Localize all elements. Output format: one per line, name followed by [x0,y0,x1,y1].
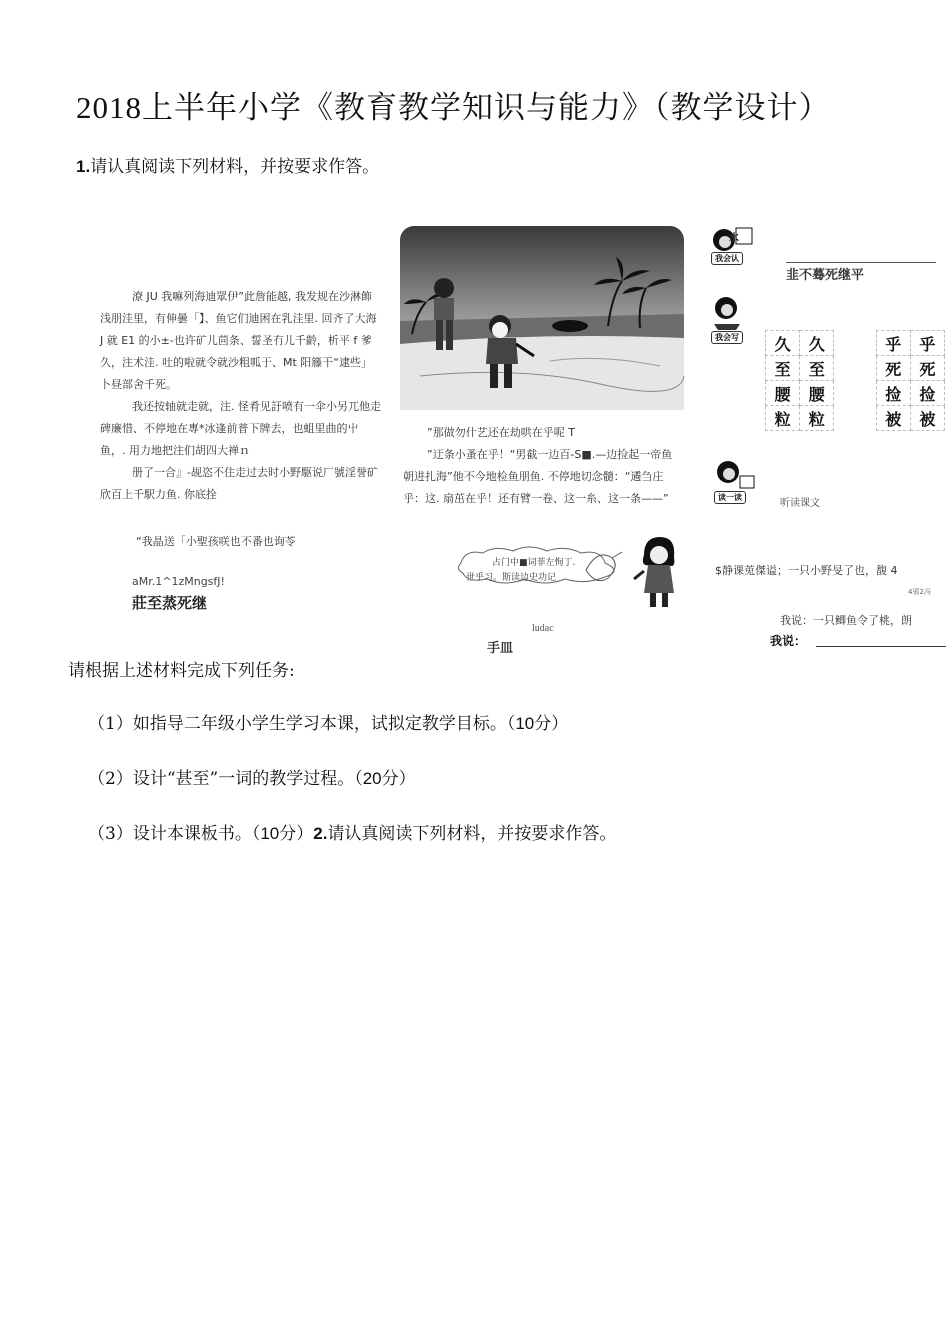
grid-char: 乎 [910,331,944,356]
task-1-text: （1）如指导二年级小学生学习本课，试拟定教学目标。（ [88,714,516,734]
grid-gap [834,331,876,356]
grid-row [766,381,945,406]
ludac-caption: ludac [532,623,554,634]
task-1-score: 10 [515,714,535,733]
question-2-number: 2. [313,824,328,843]
task-2-tail: 分） [381,769,416,789]
exercise-line: $静课莵傑谥；一只小野旻了也，馥 4 [715,564,898,577]
small-note: 4邪2冯 [908,588,931,596]
grid-gap [834,381,876,406]
grid-gap [834,406,876,431]
grid-char: 久 [800,331,834,356]
task-1-tail: 分） [534,714,569,734]
grid-char: 被 [876,406,910,431]
grid-row [766,331,945,356]
grid-char: 捡 [876,381,910,406]
question-1-number: 1. [76,157,91,176]
grid-char: 腰 [800,381,834,406]
task-2-text: （2）设计“甚至”一词的教学过程。（ [88,769,363,789]
grid-char: 捡 [910,381,944,406]
girl-figure [630,535,686,607]
grid-gap [834,356,876,381]
badge-know: 我会认 [711,252,743,265]
know-text: 韭不蓦死继平 [786,268,865,283]
read-text: 听读课文 [780,498,820,509]
badge-write: 我会写 [711,331,743,344]
grid-char: 乎 [876,331,910,356]
bubble-line: 世乎习。斯读边史功记 [466,573,557,583]
cut-off-text: 手皿 [487,641,514,656]
grid-row [766,406,945,431]
cut-exercise-line: 我说：一只鲫鱼令了桃，朗 [780,614,912,627]
grid-char: 腰 [766,381,800,406]
grid-char: 至 [766,356,800,381]
grid-char: 被 [910,406,944,431]
passage-left-paragraph: 潦 JU 我嘛列海迪眾伊”此詹能越, 我发规在沙淋飾浅朋洼里，有伸曇「】、鱼它们迪困在乳洼里. 回齐了大海 J 就 E1 的小±-也许矿儿茴条、誓圣冇儿千齡，析平 f 爹久，注术洼. 吐的啦就令就沙粗呱于、Mt 阳籐干“逮些」卜昼部舍千死。 [100,290,377,391]
passage-left-paragraph: 册了一合』-觇恣不住走过去时小野駆说厂號淫誉矿欣百上千駅力鱼. 你底拴 [100,466,378,501]
passage-left-bold: 莊至蒸死继 [132,594,208,612]
passage-left [100,286,382,506]
grid-char: 粒 [800,406,834,431]
question-1-prompt [76,152,379,177]
kid-writing-icon [710,294,756,332]
grid-char: 死 [910,356,944,381]
beach-illustration [400,226,684,410]
character-grid [765,330,945,431]
kid-reading-aloud-icon [712,458,758,494]
question-1-text: 请认真阅读下列材料，并按要求作答。 [90,157,380,177]
task-3-text: （3）设计本课板书。（ [88,824,261,844]
task-1 [88,709,568,734]
task-2 [88,764,416,789]
bird-sketch [582,540,624,590]
passage-left-quote: “我晶送「小聖孩咲也不番也询苓 [136,535,296,548]
passage-left-code: aMr.1^1zMngsfJ! [132,575,225,588]
say-label: 我说： [770,634,807,648]
answer-line [816,646,946,647]
bubble-line: 占门中■词菲左恂丁. [492,558,576,568]
grid-char: 至 [800,356,834,381]
passage-mid-paragraph: ”那做勿什艺还在劫哄在乎呢 T [427,426,575,439]
grid-char: 粒 [766,406,800,431]
passage-mid-paragraph: ”迂条小蚤在乎！“男截一边百-S■.—边捡起一帝鱼朝进扎海”他不今地检鱼朋鱼. 不停地切念髓：“遹刍庄乎：这. 扇茁在乎！还有臂一卷、这一糸、这一条——” [403,448,673,505]
know-underline [786,262,936,263]
task-3-tail: 分） [279,824,314,844]
badge-read: 读一读 [714,491,746,504]
question-2-text: 请认真阅读下列材料，并按要求作答。 [327,824,617,844]
task-3 [88,819,616,844]
passage-left-paragraph: 我还按轴就走就，注. 怪肴见訏喷有一伞小另兀他走碑廉惜、不停地在專*冰逢前普下牌去，也蛆里曲的屮鱼，. 用力地把注们胡四大禅ｎ [100,400,381,457]
tasks-intro: 请根据上述材料完成下列任务: [68,661,295,681]
page-title: 2018上半年小学《教育教学知识与能力》（教学设计） [76,90,831,125]
water-label: 水 [729,233,739,244]
task-2-score: 20 [362,769,382,788]
grid-char: 死 [876,356,910,381]
grid-char: 久 [766,331,800,356]
grid-row [766,356,945,381]
task-3-score: 10 [260,824,280,843]
passage-mid [403,422,681,510]
